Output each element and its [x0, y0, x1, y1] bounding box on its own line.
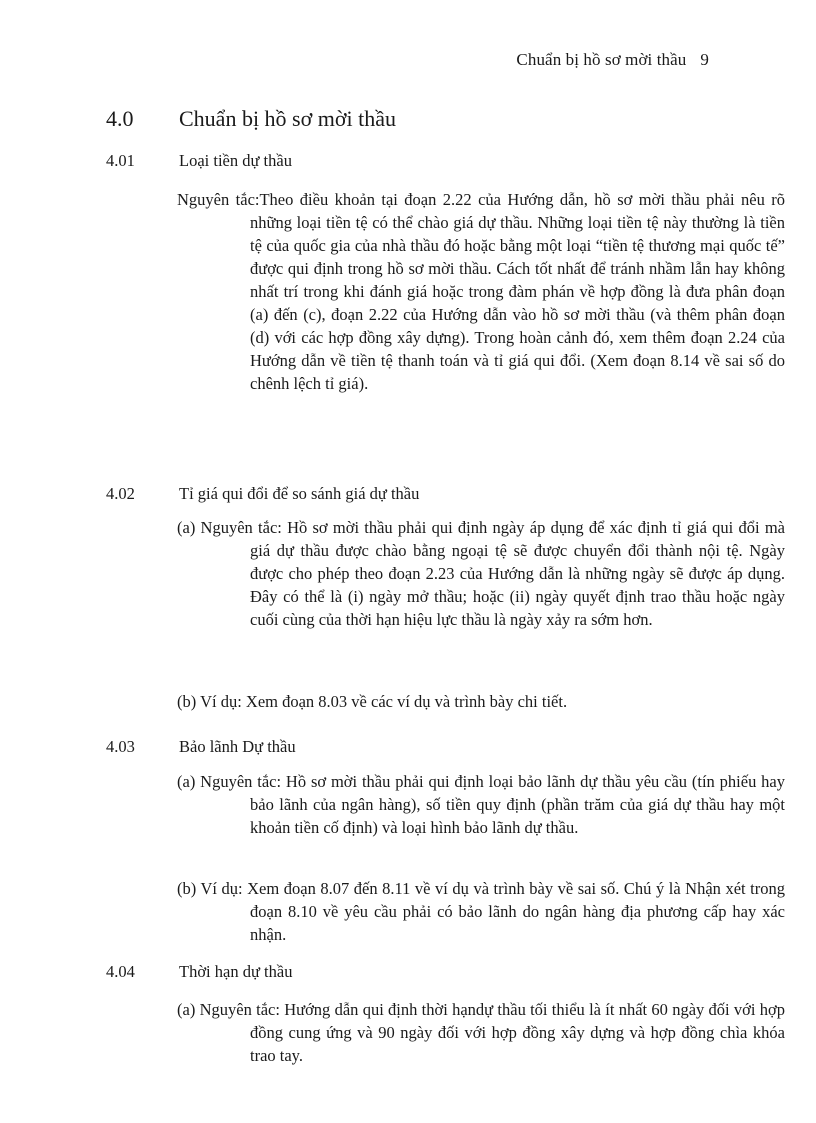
running-header-title: Chuẩn bị hồ sơ mời thầu [516, 50, 687, 69]
paragraph-4-02-a: (a) Nguyên tắc: Hồ sơ mời thầu phải qui định ngày áp dụng để xác định tỉ giá qui đổi mà giá dự thầu được chào bằng ngoại tệ sẽ được chuyển đổi thành nội tệ. Ngày được cho phép theo đoạn 2.23 của Hướng dẫn là những ngày sẽ được áp dụng. Đây có thể là (i) ngày mở thầu; hoặc (ii) ngày quyết định trao thầu hoặc ngày cuối cùng của thời hạn hiệu lực thầu là ngày xảy ra sớm hơn. [177, 518, 785, 629]
subsection-title: Thời hạn dự thầu [179, 962, 293, 981]
subsection-number: 4.02 [106, 484, 135, 503]
section-title: Chuẩn bị hồ sơ mời thầu [179, 106, 396, 131]
subsection-heading-4-02 [106, 484, 419, 504]
subsection-heading-4-04 [106, 962, 292, 982]
subsection-number: 4.04 [106, 962, 135, 981]
paragraph-4-03-b: (b) Ví dụ: Xem đoạn 8.07 đến 8.11 về ví dụ và trình bày về sai số. Chú ý là Nhận xét trong đoạn 8.10 về yêu cầu phải có bảo lãnh do ngân hàng địa phương cấp hay xác nhận. [177, 879, 785, 944]
paragraph-4-02-b: (b) Ví dụ: Xem đoạn 8.03 về các ví dụ và trình bày chi tiết. [177, 692, 568, 711]
subsection-heading-4-01 [106, 151, 292, 171]
paragraph-4-01-principle: Nguyên tắc:Theo điều khoản tại đoạn 2.22 của Hướng dẫn, hồ sơ mời thầu phải nêu rõ những loại tiền tệ có thể chào giá dự thầu. Những loại tiền tệ này thường là tiền tệ của quốc gia của nhà thầu đó hoặc bằng một loại “tiền tệ thương mại quốc tế” được qui định trong hồ sơ mời thầu. Cách tốt nhất để tránh nhầm lẫn hay không nhất trí trong khi đánh giá hoặc trong đàm phán về hợp đồng là đưa phân đoạn (a) đến (c), đoạn 2.22 của Hướng dẫn vào hồ sơ mời thầu (và thêm phân đoạn (d) với các hợp đồng xây dựng). Trong hoàn cảnh đó, xem thêm đoạn 2.24 của Hướng dẫn về tiền tệ thanh toán và tỉ giá qui đổi. (Xem đoạn 8.14 về sai số do chênh lệch tỉ giá). [177, 190, 785, 393]
subsection-number: 4.01 [106, 151, 135, 170]
paragraph-4-03-a: (a) Nguyên tắc: Hồ sơ mời thầu phải qui định loại bảo lãnh dự thầu yêu cầu (tín phiếu hay bảo lãnh của ngân hàng), số tiền quy định (phần trăm của giá dự thầu hay một khoản tiền cố định) và loại hình bảo lãnh dự thầu. [177, 772, 785, 837]
page-number: 9 [700, 50, 709, 69]
section-heading [106, 106, 396, 132]
subsection-number: 4.03 [106, 737, 135, 756]
section-number: 4.0 [106, 106, 134, 131]
subsection-title: Loại tiền dự thầu [179, 151, 292, 170]
subsection-title: Tỉ giá qui đổi để so sánh giá dự thầu [179, 484, 420, 503]
subsection-title: Bảo lãnh Dự thầu [179, 737, 296, 756]
subsection-heading-4-03 [106, 737, 296, 757]
paragraph-4-04-a: (a) Nguyên tắc: Hướng dẫn qui định thời hạndự thầu tối thiểu là ít nhất 60 ngày đối với hợp đồng cung ứng và 90 ngày đối với hợp đồng xây dựng và hợp đồng chìa khóa trao tay. [177, 1000, 785, 1065]
running-header [0, 50, 709, 70]
